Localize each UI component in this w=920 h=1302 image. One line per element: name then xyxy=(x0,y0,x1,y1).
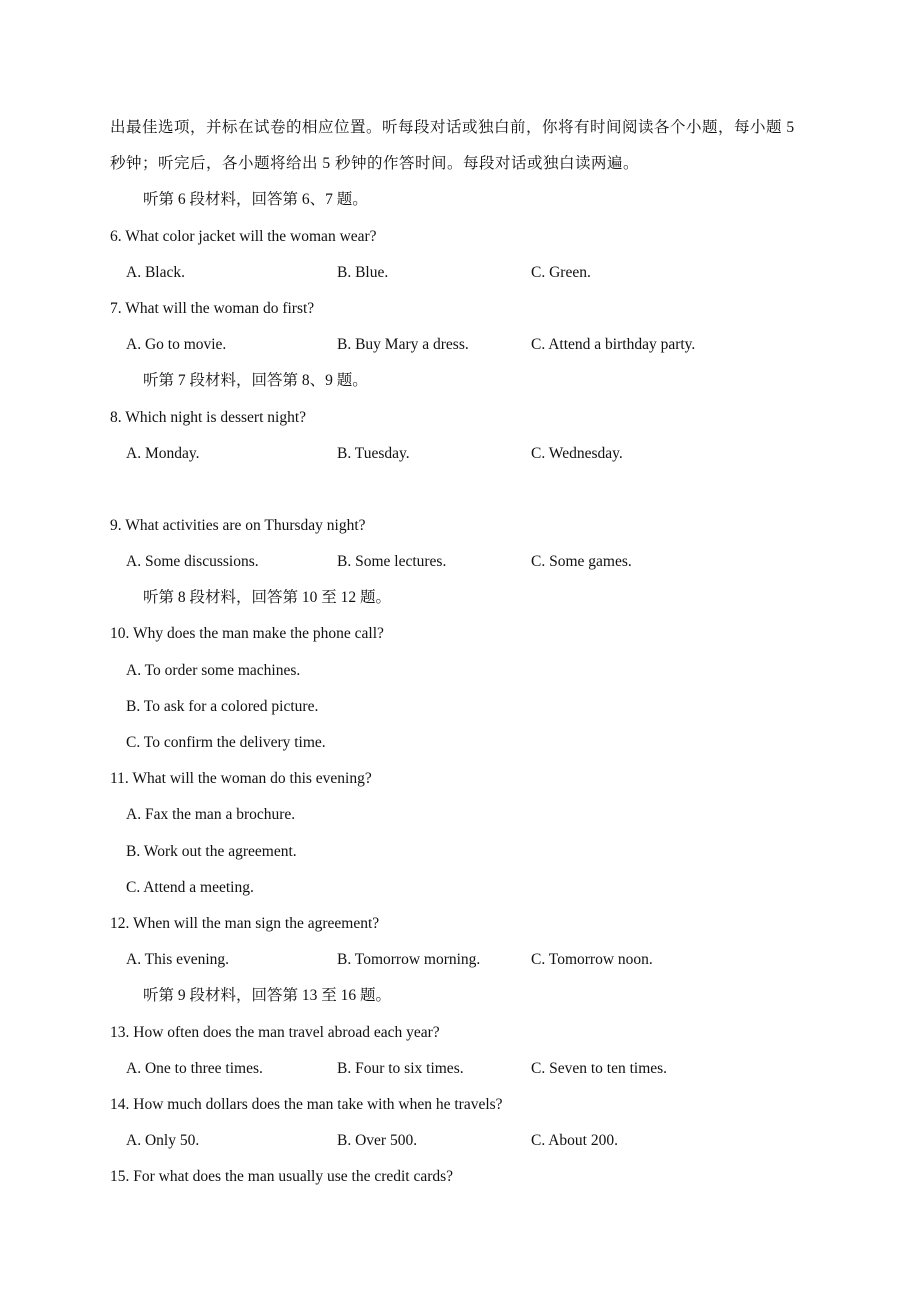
option-12-c: C. Tomorrow noon. xyxy=(531,951,653,968)
option-7-a: A. Go to movie. xyxy=(126,336,227,353)
option-10-b: B. To ask for a colored picture. xyxy=(126,698,319,715)
options-14 xyxy=(126,1131,826,1151)
question-15: 15. For what does the man usually use the credit cards? xyxy=(110,1168,454,1185)
question-9: 9. What activities are on Thursday night? xyxy=(110,517,366,534)
option-11-c: C. Attend a meeting. xyxy=(126,879,254,896)
instructions-line-2: 秒钟；听完后，各小题将给出 5 秒钟的作答时间。每段对话或独白读两遍。 xyxy=(110,155,640,172)
section-heading-7: 听第 7 段材料，回答第 8、9 题。 xyxy=(143,372,368,389)
option-6-b: B. Blue. xyxy=(337,264,389,281)
instructions-line-1: 出最佳选项，并标在试卷的相应位置。听每段对话或独白前，你将有时间阅读各个小题，每小题 5 xyxy=(110,119,795,136)
question-11: 11. What will the woman do this evening? xyxy=(110,770,372,787)
option-6-c: C. Green. xyxy=(531,264,591,281)
option-14-b: B. Over 500. xyxy=(337,1132,418,1149)
option-10-c: C. To confirm the delivery time. xyxy=(126,734,326,751)
question-13: 13. How often does the man travel abroad each year? xyxy=(110,1024,440,1041)
option-12-b: B. Tomorrow morning. xyxy=(337,951,481,968)
option-12-a: A. This evening. xyxy=(126,951,230,968)
question-6: 6. What color jacket will the woman wear? xyxy=(110,228,377,245)
option-8-a: A. Monday. xyxy=(126,445,200,462)
question-10: 10. Why does the man make the phone call? xyxy=(110,625,384,642)
option-14-c: C. About 200. xyxy=(531,1132,618,1149)
question-8: 8. Which night is dessert night? xyxy=(110,409,307,426)
options-7 xyxy=(126,335,826,355)
option-13-c: C. Seven to ten times. xyxy=(531,1060,668,1077)
option-7-c: C. Attend a birthday party. xyxy=(531,336,696,353)
question-12: 12. When will the man sign the agreement? xyxy=(110,915,380,932)
option-9-b: B. Some lectures. xyxy=(337,553,447,570)
question-14: 14. How much dollars does the man take with when he travels? xyxy=(110,1096,503,1113)
section-heading-9: 听第 9 段材料，回答第 13 至 16 题。 xyxy=(143,987,392,1004)
options-12 xyxy=(126,950,826,970)
options-13 xyxy=(126,1059,826,1079)
section-heading-6: 听第 6 段材料，回答第 6、7 题。 xyxy=(143,191,368,208)
options-9 xyxy=(126,552,826,572)
option-11-a: A. Fax the man a brochure. xyxy=(126,806,296,823)
option-10-a: A. To order some machines. xyxy=(126,662,301,679)
section-heading-8: 听第 8 段材料，回答第 10 至 12 题。 xyxy=(143,589,392,606)
option-8-b: B. Tuesday. xyxy=(337,445,410,462)
option-8-c: C. Wednesday. xyxy=(531,445,623,462)
option-7-b: B. Buy Mary a dress. xyxy=(337,336,469,353)
option-13-a: A. One to three times. xyxy=(126,1060,263,1077)
option-6-a: A. Black. xyxy=(126,264,185,281)
option-9-c: C. Some games. xyxy=(531,553,632,570)
option-9-a: A. Some discussions. xyxy=(126,553,259,570)
question-7: 7. What will the woman do first? xyxy=(110,300,315,317)
option-11-b: B. Work out the agreement. xyxy=(126,843,297,860)
option-14-a: A. Only 50. xyxy=(126,1132,200,1149)
options-6 xyxy=(126,263,826,283)
options-8 xyxy=(126,444,826,464)
option-13-b: B. Four to six times. xyxy=(337,1060,464,1077)
